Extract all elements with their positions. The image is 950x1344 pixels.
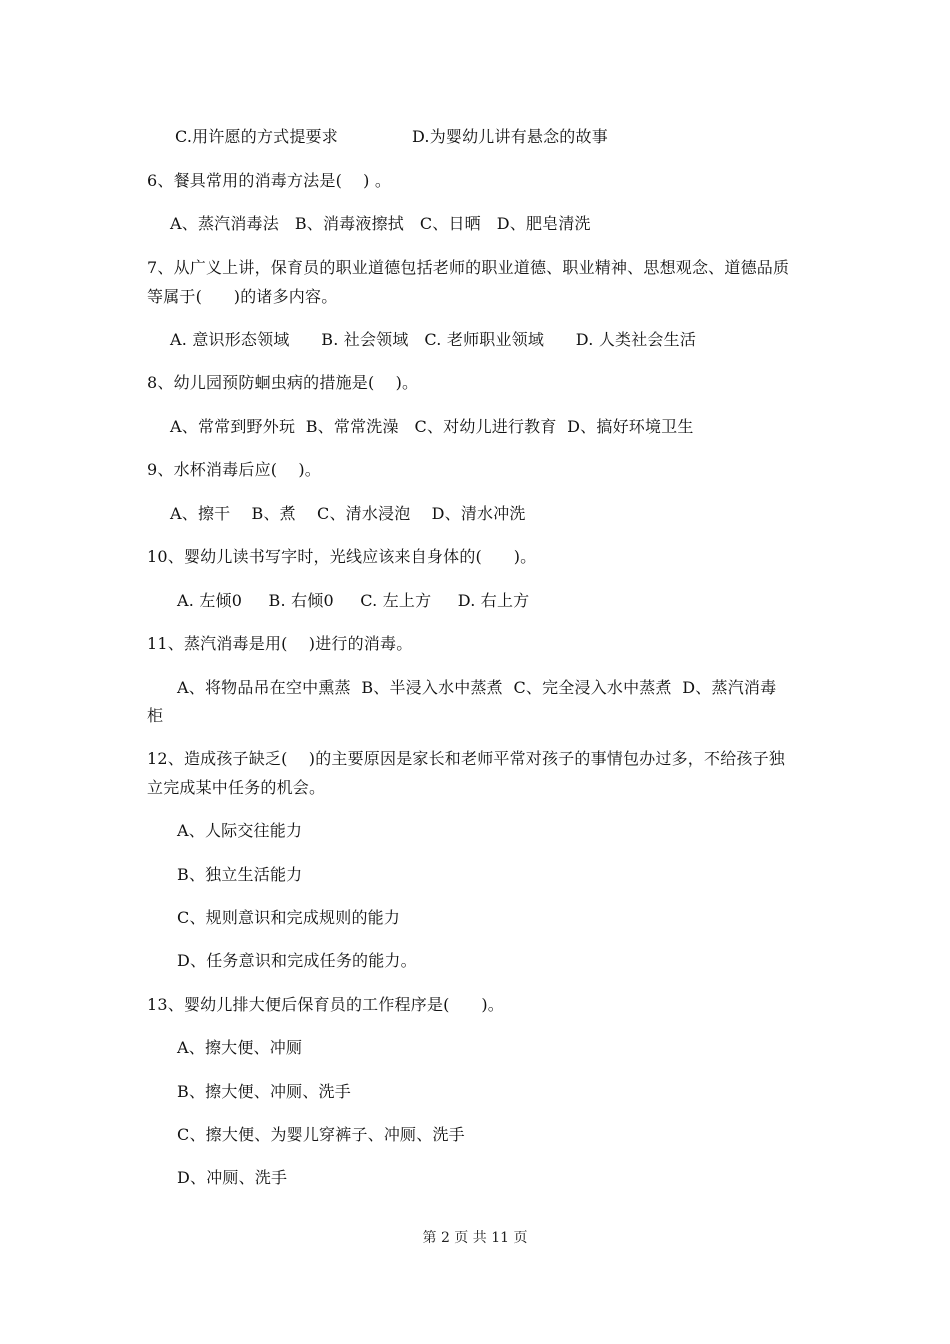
question-7-line-2: 等属于( )的诸多内容。 (147, 287, 338, 306)
question-10: 10、婴幼儿读书写字时，光线应该来自身体的( )。 (147, 547, 537, 566)
options-q9: A、擦干 B、煮 C、清水浸泡 D、清水冲洗 (170, 504, 526, 523)
option-q12-b: B、独立生活能力 (177, 865, 303, 884)
question-11: 11、蒸汽消毒是用( )进行的消毒。 (147, 634, 413, 653)
option-q12-c: C、规则意识和完成规则的能力 (177, 908, 401, 927)
option-q12-d: D、任务意识和完成任务的能力。 (177, 951, 417, 970)
options-q11-line-2: 柜 (147, 706, 164, 725)
option-q13-a: A、擦大便、冲厕 (177, 1038, 303, 1057)
options-q7: A. 意识形态领域 B. 社会领域 C. 老师职业领域 D. 人类社会生活 (170, 330, 697, 349)
options-q10: A. 左倾0 B. 右倾0 C. 左上方 D. 右上方 (177, 591, 530, 610)
option-q13-d: D、冲厕、洗手 (177, 1168, 288, 1187)
question-9: 9、水杯消毒后应( )。 (147, 460, 322, 479)
question-12-line-2: 立完成某中任务的机会。 (147, 778, 326, 797)
option-q12-a: A、人际交往能力 (177, 821, 303, 840)
question-13: 13、婴幼儿排大便后保育员的工作程序是( )。 (147, 995, 504, 1014)
option-q13-c: C、擦大便、为婴儿穿裤子、冲厕、洗手 (177, 1125, 465, 1144)
options-q6: A、蒸汽消毒法 B、消毒液擦拭 C、日晒 D、肥皂清洗 (170, 214, 591, 233)
question-7-line-1: 7、从广义上讲，保育员的职业道德包括老师的职业道德、职业精神、思想观念、道德品质 (147, 258, 790, 277)
option-line-5cd: C.用许愿的方式提要求 D.为婴幼儿讲有悬念的故事 (175, 127, 608, 146)
page-footer: 第 2 页 共 11 页 (422, 1230, 528, 1246)
question-8: 8、幼儿园预防蛔虫病的措施是( )。 (147, 373, 419, 392)
question-6: 6、餐具常用的消毒方法是( ) 。 (147, 171, 392, 190)
question-12-line-1: 12、造成孩子缺乏( )的主要原因是家长和老师平常对孩子的事情包办过多，不给孩子独 (147, 749, 785, 768)
option-q13-b: B、擦大便、冲厕、洗手 (177, 1082, 351, 1101)
options-q11-line-1: A、将物品吊在空中熏蒸 B、半浸入水中蒸煮 C、完全浸入水中蒸煮 D、蒸汽消毒 (177, 678, 777, 697)
options-q8: A、常常到野外玩 B、常常洗澡 C、对幼儿进行教育 D、搞好环境卫生 (170, 417, 694, 436)
